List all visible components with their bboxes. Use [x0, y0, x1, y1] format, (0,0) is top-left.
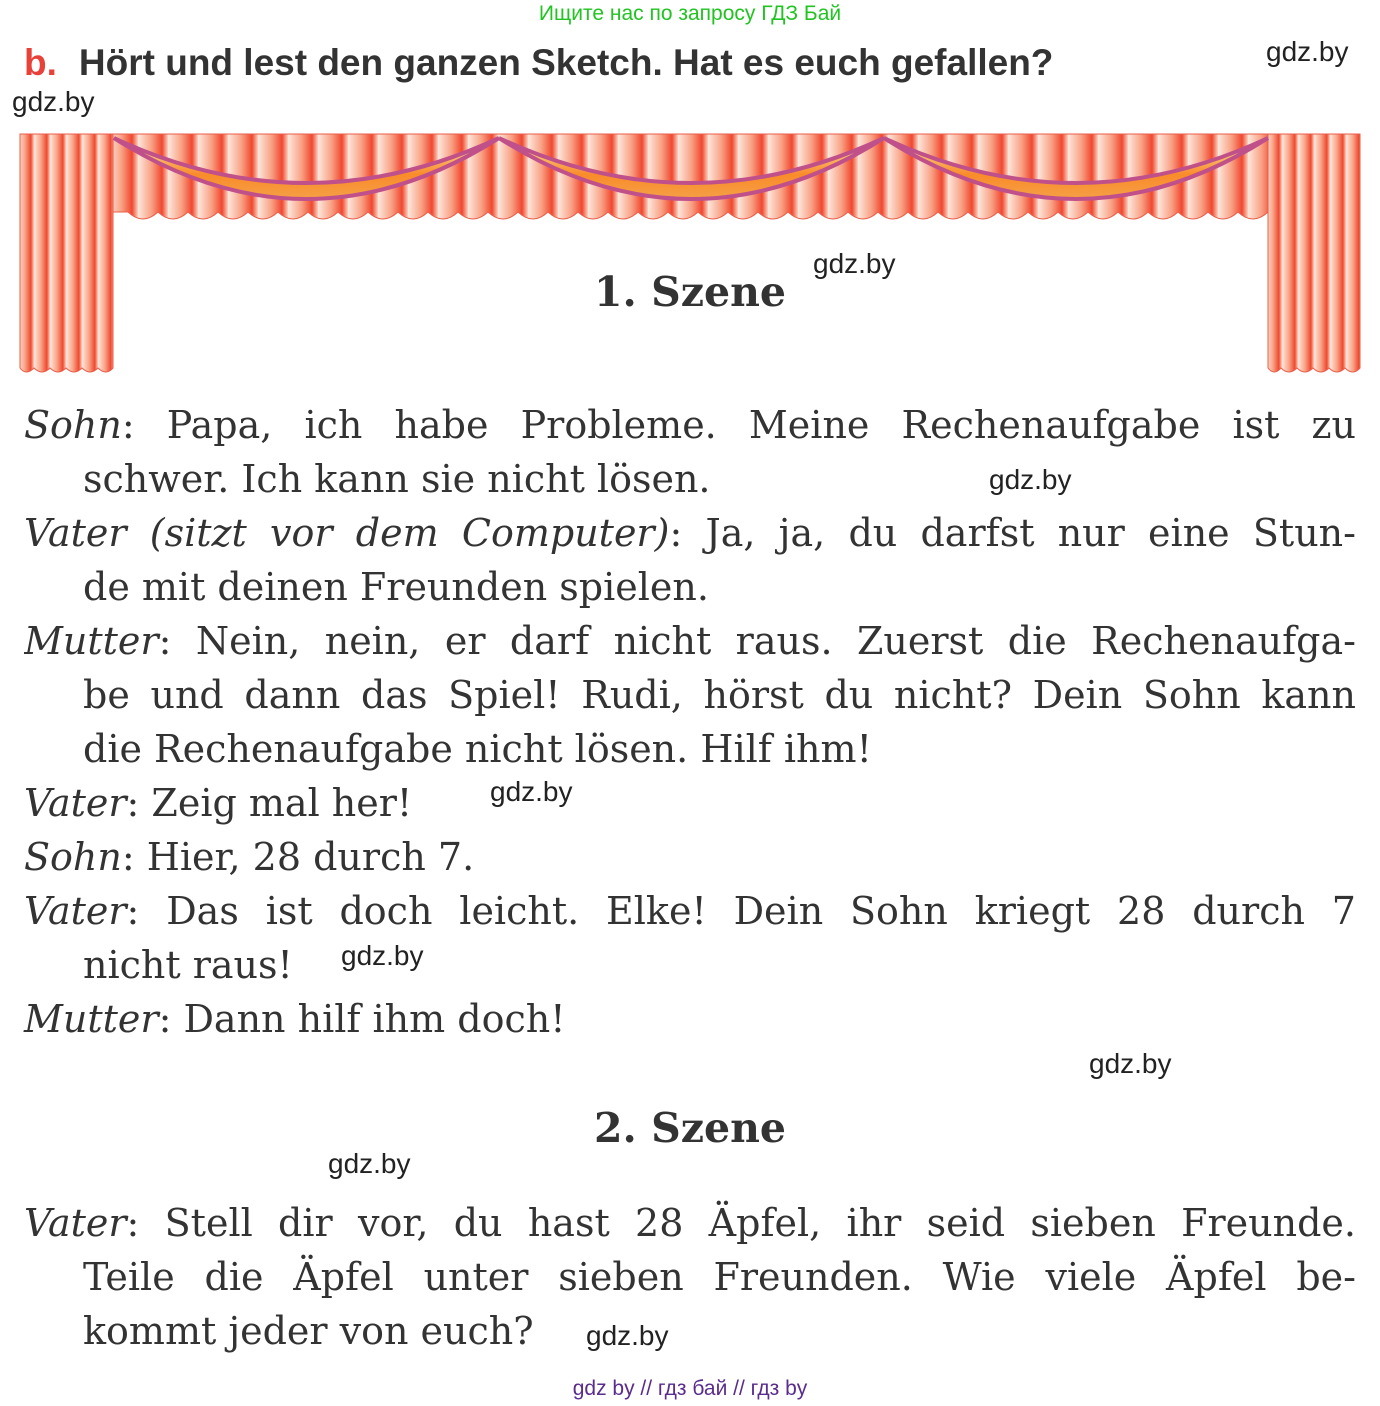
- task-heading: [24, 42, 1053, 84]
- dialogue-text: : Das ist doch leicht. Elke! Dein Sohn kriegt 28 durch 7: [126, 889, 1356, 933]
- watermark: gdz.by: [490, 776, 573, 807]
- speaker-name: Sohn: [24, 835, 122, 879]
- dialogue-text: : Zeig mal her!: [126, 781, 413, 825]
- dialogue-line: [24, 398, 1356, 452]
- watermark: gdz.by: [1266, 36, 1349, 67]
- watermark: gdz.by: [989, 464, 1072, 495]
- dialogue-text: : Papa, ich habe Probleme. Meine Rechenaufgabe ist zu: [121, 403, 1356, 447]
- task-letter: b.: [24, 42, 57, 83]
- dialogue-line: [24, 614, 1356, 668]
- speaker-name: Mutter: [24, 619, 159, 663]
- dialogue-text: : Dann hilf ihm doch!: [158, 997, 566, 1041]
- watermark: gdz.by: [328, 1148, 411, 1179]
- top-banner: Ищите нас по запросу ГДЗ Бай: [538, 2, 842, 25]
- watermark: gdz.by: [813, 248, 896, 279]
- watermark: gdz.by: [341, 940, 424, 971]
- watermark: gdz.by: [586, 1320, 669, 1351]
- dialogue-line: [24, 776, 1356, 830]
- dialogue-line: be und dann das Spiel! Rudi, hörst du nicht? Dein Sohn kann: [83, 673, 1356, 717]
- dialogue-line: nicht raus!: [83, 943, 293, 987]
- watermark: gdz.by: [12, 86, 95, 117]
- dialogue-line: [24, 506, 1356, 560]
- task-text: Hört und lest den ganzen Sketch. Hat es euch gefallen?: [78, 42, 1054, 83]
- speaker-name: Vater: [24, 781, 127, 825]
- dialogue-line: de mit deinen Freunden spielen.: [83, 565, 709, 609]
- dialogue-line: kommt jeder von euch?: [83, 1309, 534, 1353]
- dialogue-text: : Stell dir vor, du hast 28 Äpfel, ihr seid sieben Freunde.: [126, 1201, 1356, 1245]
- speaker-name: Sohn: [24, 403, 122, 447]
- dialogue-text: : Ja, ja, du darfst nur eine Stun-: [669, 511, 1356, 555]
- watermark: gdz.by: [1089, 1048, 1172, 1079]
- speaker-name: Mutter: [24, 997, 159, 1041]
- dialogue-text: : Hier, 28 durch 7.: [121, 835, 475, 879]
- dialogue-line: [24, 884, 1356, 938]
- dialogue-line: schwer. Ich kann sie nicht lösen.: [83, 457, 711, 501]
- scene-1-title: 1. Szene: [594, 268, 786, 316]
- dialogue-line: die Rechenaufgabe nicht lösen. Hilf ihm!: [83, 727, 872, 771]
- dialogue-line: Teile die Äpfel unter sieben Freunden. Wie viele Äpfel be-: [83, 1255, 1356, 1299]
- dialogue-line: [24, 992, 1356, 1046]
- dialogue-line: [24, 830, 1356, 884]
- footer-links: gdz by // гдз бай // гдз by: [572, 1377, 808, 1400]
- stage-curtain-illustration: [18, 132, 1362, 376]
- speaker-name: Vater: [24, 889, 127, 933]
- dialogue-text: : Nein, nein, er darf nicht raus. Zuerst die Rechenaufga-: [158, 619, 1356, 663]
- speaker-name: Vater: [24, 1201, 127, 1245]
- scene-2-title: 2. Szene: [594, 1104, 786, 1152]
- speaker-name: Vater (sitzt vor dem Computer): [24, 511, 670, 555]
- dialogue-line: [24, 1196, 1356, 1250]
